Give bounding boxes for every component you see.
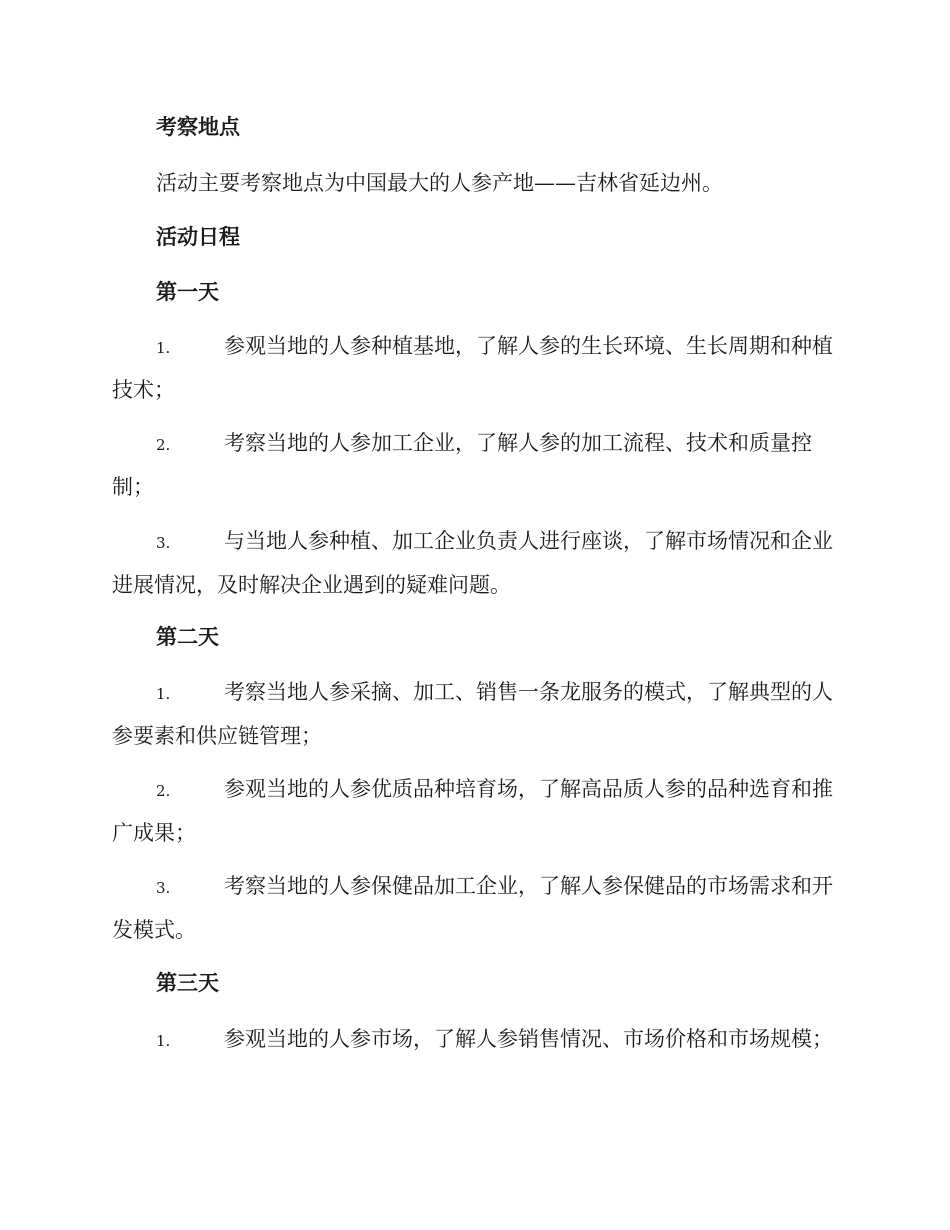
list-number: 2.: [156, 436, 171, 454]
list-number: 1.: [156, 339, 171, 357]
day1-item-1: [112, 325, 837, 411]
list-item-text: 参观当地的人参种植基地，了解人参的生长环境、生长周期和种植技术；: [112, 334, 833, 402]
list-number: 3.: [156, 879, 171, 897]
day3-heading: 第三天: [156, 971, 219, 995]
day2-item-2: [112, 768, 837, 854]
day1-heading: 第一天: [156, 280, 219, 304]
day2-item-1: [112, 671, 837, 757]
list-number: 3.: [156, 534, 171, 552]
list-item-text: 参观当地的人参优质品种培育场，了解高品质人参的品种选育和推广成果；: [112, 777, 833, 845]
list-item-text: 考察当地人参采摘、加工、销售一条龙服务的模式，了解典型的人参要素和供应链管理；: [112, 680, 833, 748]
location-paragraph: 活动主要考察地点为中国最大的人参产地——吉林省延边州。: [156, 171, 723, 195]
list-number: 2.: [156, 782, 171, 800]
list-item-text: 考察当地的人参加工企业，了解人参的加工流程、技术和质量控制；: [112, 431, 812, 499]
list-item-text: 参观当地的人参市场，了解人参销售情况、市场价格和市场规模；: [224, 1027, 833, 1051]
day1-item-3: [112, 520, 837, 606]
day3-item-1: [112, 1018, 837, 1062]
list-item-text: 与当地人参种植、加工企业负责人进行座谈，了解市场情况和企业进展情况，及时解决企业遇到的疑难问题。: [112, 529, 833, 597]
list-number: 1.: [156, 1032, 171, 1050]
day2-heading: 第二天: [156, 625, 219, 649]
schedule-heading: 活动日程: [156, 225, 240, 249]
list-item-text: 考察当地的人参保健品加工企业，了解人参保健品的市场需求和开发模式。: [112, 874, 833, 942]
day1-item-2: [112, 422, 837, 508]
location-heading: 考察地点: [156, 115, 240, 139]
day2-item-3: [112, 865, 837, 951]
list-number: 1.: [156, 685, 171, 703]
